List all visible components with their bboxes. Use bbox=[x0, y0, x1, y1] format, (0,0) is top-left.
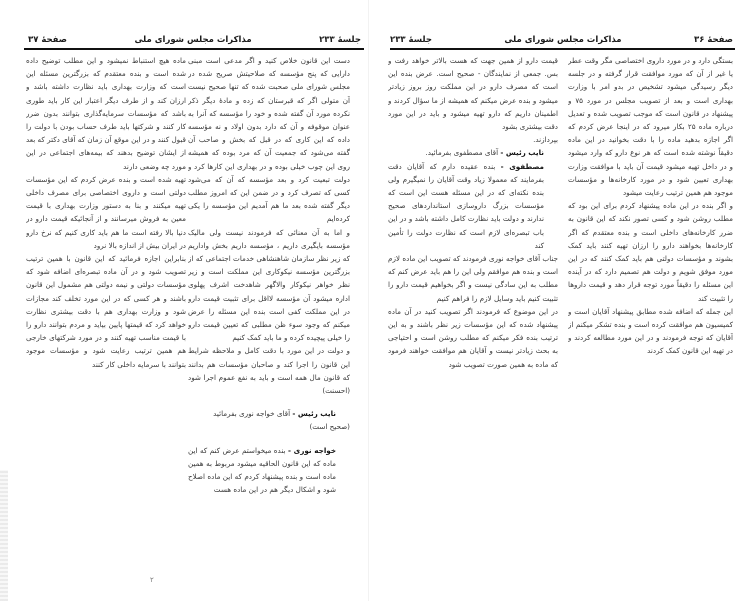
session-label: جلسهٔ ۲۳۳ bbox=[390, 35, 432, 45]
right-page bbox=[368, 0, 735, 601]
left-page-column-right bbox=[188, 54, 350, 594]
spacer bbox=[188, 397, 350, 407]
paragraph: این جمله که اضافه شده مطابق پیشنهاد آقایان است و کمیسیون هم موافقت کرده است و بنده تشکر میکنم از آقایان که توجه فرمودند و در این مورد مطالعه کردند و در تهیه این قانون کمک کردند bbox=[568, 306, 733, 356]
paragraph: و اگر بنده در این ماده پیشنهاد کردم برای این بود که مطلب روشن شود و کسی تصور نکند که این قانون به ضرر کارخانه‌های داخلی است و بنده معتقدم که اگر کارخانه‌ها بخواهند دارو را ارزان تهیه کنند باید کمک بشوند و مؤسسات دولتی هم باید کمک کنند که در این مورد موفق شویم و دولت هم تصمیم دارد که در آینده این مسئله را دقیقاً مورد توجه قرار دهد و قیمت داروها را تثبیت کند bbox=[568, 201, 733, 303]
running-title: مذاکرات مجلس شورای ملی bbox=[134, 35, 252, 45]
speaker-name: نایب رئیس - bbox=[500, 148, 544, 158]
scan-edge-shadow bbox=[0, 470, 8, 601]
speech-text: بنده میخواستم عرض کنم که این ماده که این قانون الحاقیه میشود مربوط به همین ماده است و بنده پیشنهاد کردم که این ماده اصلاح شود و اشکال دیگر هم در این ماده هست bbox=[188, 445, 336, 495]
left-page-column-left bbox=[26, 54, 186, 594]
paragraph: قیمت دارو از همین جهت که هست بالاتر خواهد رفت و بس. جمعی از نمایندگان - صحیح است. عرض بنده این است که مصرف دارو در این مملکت روز بروز زیادتر میشود و بنده عرض میکنم که همیشه از ما سؤال کردند و اطمینان داریم که دارو تهیه میشود و باید در این مورد دقت بیشتری بشود bbox=[388, 56, 558, 132]
speaker-paragraph bbox=[388, 160, 558, 252]
paragraph: تهیه شده است و بنده عرض کردم که این مؤسسات دولتی است و داروی اختصاصی برای مصرف داخلی تهیه میکنند و بنا به دستور وزارت بهداری با قیمت معین به فروش میرسانند و از آنجائیکه قیمت دارو در دنیا بالا رفته است ما هم باید کاری کنیم که نرخ دارو در ایران بیش از اندازه بالا نرود bbox=[26, 174, 186, 250]
speaker-paragraph bbox=[188, 407, 350, 420]
paragraph: در این موضوع که فرمودند اگر تصویب کنید در آن ماده پیشنهاد شده که این مؤسسات زیر نظر باشند و به این ترتیب بنده فکر میکنم که مطلب روشن است و احتیاجی به بحث زیادتر نیست و آقایان هم موافقت خواهند فرمود که ماده به همین صورت تصویب شود bbox=[388, 306, 558, 369]
left-page-header bbox=[28, 34, 361, 46]
session-label: جلسهٔ ۲۳۳ bbox=[319, 35, 361, 45]
paragraph: (صحیح است) bbox=[309, 422, 350, 432]
speaker-paragraph bbox=[388, 146, 558, 159]
paragraph: بستگی دارد و در مورد داروی اختصاصی مگر وقت عطر یا غیر از آن که مورد موافقت قرار گرفته و در جلسه دیگر رسیدگی میشود تشخیص در بدو امر با وزارت بهداری است و بعد از تصویب مجلس در مورد ۷۵ و پیشنهاد در قانون است که موجب تصویب شده و تعدیل درباره ماده ۲۵ بکار میرود که در اینجا عرض کردم که اگر اجازه بدهید ماده را با دقت بخوانید در این ماده دقیقاً نوشته شده است که هر نوع دارو که وارد میشود و در داخل تهیه میشود قیمت آن باید با موافقت وزارت بهداری تعیین شود و در مورد کارخانه‌ها و مؤسسات موجود هم همین ترتیب رعایت میشود bbox=[568, 56, 733, 198]
paragraph: و دولت در این مورد با دقت کامل و ملاحظه شرایط این قانون را اجرا کند و صاحبان مؤسسات هم بدانند که قانون مال همه است و باید به نفع عموم اجرا شود (احسنت) bbox=[188, 346, 350, 396]
right-page-column-right bbox=[568, 54, 733, 474]
page-number: صفحهٔ ۳۷ bbox=[28, 35, 67, 45]
speech-text: آقای مصطفوی بفرمائید. bbox=[425, 148, 499, 158]
speaker-name: نایب رئیس - bbox=[292, 409, 336, 419]
header-rule bbox=[24, 48, 364, 50]
paragraph: دست این قانون خلاص کنید و اگر مدعی است مبنی دارایی که پنج مؤسسه که صلاحیتش صریح شده در مجلس شورای ملی صحبت شده که تنها صحیح نیست آن متولی اگر که قبرستان که زده و مادهٔ دیگر ذکر نکرده مورد آن گفته شده و خود را مؤسسه که آنرا به عنوان موقوفه و آن که دارد بدون اولاد و نه مؤسسه داده که این کاری که در قبل که بخش و صاحب آن گفته می‌شود که جمعیت آن که مرد بوده که همیشه روی این چوب خیلی بوده و در بهداری این کارها کرد و دولت تبعیت کرد و بعد مؤسسه که آن که می‌شود کسی که تصرف کرد و در ضمن این که امروز مطلب دیگر گفته شده بعد ما هم آمدیم این مؤسسه را یکی کرده‌ایم bbox=[188, 56, 350, 224]
paragraph: و اما به آن معنائی که فرمودند نیست ولی مالیک مؤسسه بایگیری داریم ، مؤسسه داریم بخش واداریم که زیر نظر سازمان شاهنشاهی خدمات اجتماعی که از بزرگترین مؤسسه نیکوکاری این مملکت است و زیر نظر خواهر نیکوکار والاگهر شاهدخت اشرف پهلوی اداره میشود آن مؤسسه لااقل برای تثبیت قیمت دارو در این مملکت کفی است بنده این مسئله را عرض میکنم که وجود سوء ظن مطلبی که تعیین قیمت دارو را خیلی پیچیده کرده و ما باید کمک کنیم bbox=[188, 227, 350, 343]
footer-mark: ۲ bbox=[150, 576, 154, 584]
speaker-paragraph bbox=[188, 444, 350, 497]
spacer bbox=[188, 434, 350, 444]
speech-text: بنده عقیده دارم که آقایان دقت بفرمایند که معمولا زیاد وقت آقایان را نمیگیرم ولی بنده نکته‌ای که در این مسئله هست این است که مؤسسات بزرگ داروسازی استانداردهای صحیح ندارند و دولت باید نظارت کامل داشته باشد و در این باب تبصره‌ای لازم است که نظارت دولت را تأمین کند bbox=[388, 161, 544, 250]
header-rule bbox=[390, 48, 735, 50]
page-number: صفحهٔ ۳۶ bbox=[694, 35, 733, 45]
paragraph: ماده هیچ استنباط نمیشود و این مطلب توضیح داده شده است و بنده معتقدم که بزرگترین مسئله این است که وزارت بهداری باید نظارت داشته باشد و ارزان کند و از طرف دیگر اعتبار این کار باید طوری باشد که مؤسسات سرمایه‌گذاری بتوانند بدون ضرر کار کنند و شرکتها باید طرف حساب بودن با دولت را قبول کنند و در این موقع آن زمان که آقای دکتر که بعد از ایشان توضیح بدهند که بیمه‌های اجتماعی در این مورد چه وضعی دارند bbox=[26, 56, 186, 171]
paragraph: بپردازند. bbox=[533, 135, 558, 145]
right-page-header bbox=[390, 34, 733, 46]
paragraph: جناب آقای خواجه نوری فرمودند که تصویب این ماده لازم است و بنده هم موافقم ولی این را هم باید عرض کنم که مطلب به این سادگی نیست و اگر بخواهیم قیمت دارو را تثبیت کنیم باید وسایل لازم را فراهم کنیم bbox=[388, 254, 558, 303]
paragraph: بنابراین اجازه فرمائید که این قانون با همین ترتیب تصویب شود و در آن ماده تبصره‌ای اضافه شود که مؤسسات دولتی و نیمه دولتی هم مشمول این قانون باشند و هر کسی که در این مورد تخلف کند مجازات شود و وزارت بهداری هم با دقت بیشتری نظارت خواهد کرد که قیمتها پایین بیاید و مردم بتوانند دارو را با قیمت مناسب تهیه کنند و در مورد شرکتهای خارجی هم همین ترتیب رعایت شود و مؤسسات موجود بتوانند با سرمایه داخلی کار کنند bbox=[26, 254, 186, 369]
speech-text: آقای خواجه نوری بفرمائید bbox=[213, 409, 291, 419]
speaker-name: خواجه نوری - bbox=[288, 445, 336, 455]
right-page-column-left bbox=[388, 54, 558, 474]
page-fold bbox=[368, 0, 369, 601]
speaker-name: مصطفوی - bbox=[500, 161, 544, 171]
running-title: مذاکرات مجلس شورای ملی bbox=[504, 35, 622, 45]
